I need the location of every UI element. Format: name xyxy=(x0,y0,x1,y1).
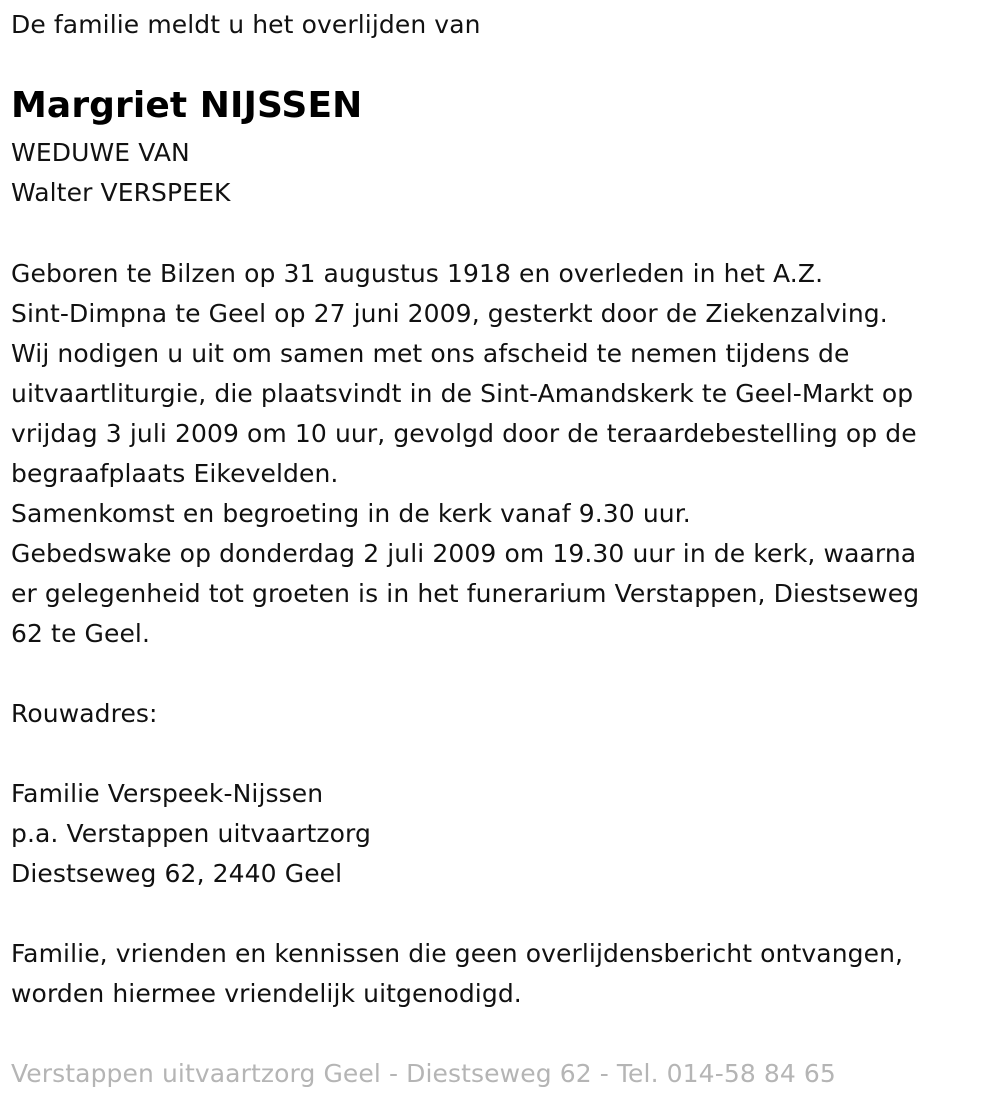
deceased-name: Margriet NIJSSEN xyxy=(11,85,363,126)
body-line: vrijdag 3 juli 2009 om 10 uur, gevolgd door de teraardebestelling op de xyxy=(11,419,917,448)
body-line: Gebedswake op donderdag 2 juli 2009 om 19.30 uur in de kerk, waarna xyxy=(11,539,917,568)
body-line: er gelegenheid tot groeten is in het funerarium Verstappen, Diestseweg xyxy=(11,579,920,608)
body-line: uitvaartliturgie, die plaatsvindt in de Sint-Amandskerk te Geel-Markt op xyxy=(11,379,914,408)
footer-contact: Verstappen uitvaartzorg Geel - Diestseweg 62 - Tel. 014-58 84 65 xyxy=(11,1059,836,1088)
body-line: begraafplaats Eikevelden. xyxy=(11,459,339,488)
mourning-address-line: Diestseweg 62, 2440 Geel xyxy=(11,859,343,888)
closing-line: Familie, vrienden en kennissen die geen overlijdensbericht ontvangen, xyxy=(11,939,904,968)
intro-text: De familie meldt u het overlijden van xyxy=(11,10,481,39)
body-line: Sint-Dimpna te Geel op 27 juni 2009, gesterkt door de Ziekenzalving. xyxy=(11,299,888,328)
closing-line: worden hiermee vriendelijk uitgenodigd. xyxy=(11,979,522,1008)
mourning-address-line: p.a. Verstappen uitvaartzorg xyxy=(11,819,371,848)
body-line: Geboren te Bilzen op 31 augustus 1918 en overleden in het A.Z. xyxy=(11,259,824,288)
relation-text: WEDUWE VAN xyxy=(11,138,190,167)
body-line: 62 te Geel. xyxy=(11,619,151,648)
mourning-address-line: Familie Verspeek-Nijssen xyxy=(11,779,324,808)
body-line: Wij nodigen u uit om samen met ons afscheid te nemen tijdens de xyxy=(11,339,850,368)
body-line: Samenkomst en begroeting in de kerk vanaf 9.30 uur. xyxy=(11,499,691,528)
spouse-name: Walter VERSPEEK xyxy=(11,178,231,207)
mourning-address-label: Rouwadres: xyxy=(11,699,158,728)
